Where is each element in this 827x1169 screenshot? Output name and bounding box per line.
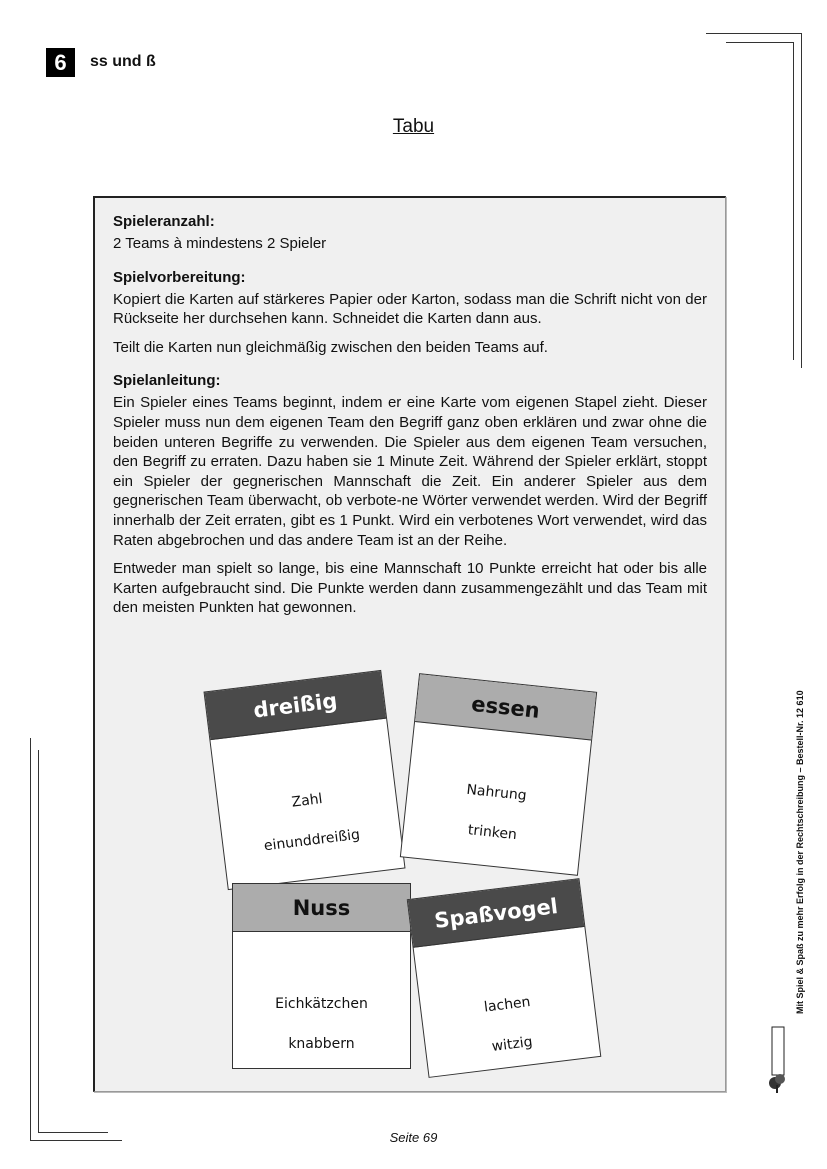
instructions-text-2: Entweder man spielt so lange, bis eine Mannschaft 10 Punkte erreicht hat oder bis alle Karten aufgebraucht sind. Die Punkte werden dann zusammengezählt und das Team mit den meisten Punkten hat gewonnen.: [113, 560, 707, 617]
players-text: 2 Teams à mindestens 2 Spieler: [113, 235, 327, 252]
frame-line-right-inner: [793, 42, 794, 360]
card-forbidden-word-1: lachen: [483, 994, 532, 1016]
card-term: dreißig: [205, 671, 387, 740]
chapter-number: 6: [46, 48, 75, 77]
card-forbidden-word-1: Nahrung: [465, 781, 528, 805]
instruction-content: [113, 212, 707, 618]
chapter-title: ss und ß: [90, 53, 156, 70]
card-term: Nuss: [233, 884, 410, 932]
card-forbidden-word-2: einunddreißig: [263, 826, 361, 855]
card-forbidden-word-2: trinken: [467, 822, 518, 844]
page-number: Seite 69: [389, 1130, 438, 1145]
card-forbidden-word-1: Zahl: [290, 791, 324, 811]
publisher-logo: [766, 1025, 786, 1093]
players-heading: Spieleranzahl:: [113, 213, 215, 230]
tabu-card-essen: [400, 673, 597, 876]
card-term: essen: [415, 674, 596, 740]
tree-logo-icon: [766, 1025, 788, 1095]
preparation-heading: Spielvorbereitung:: [113, 268, 246, 286]
preparation-text-1: Kopiert die Karten auf stärkeres Papier oder Karton, sodass man die Schrift nicht von der Rückseite her durchsehen kann. Schneidet die Karten dann aus.: [113, 290, 707, 328]
tabu-card-nuss: [232, 883, 411, 1069]
tabu-card-dreissig: [203, 670, 405, 890]
frame-line-right: [801, 33, 802, 368]
frame-line-left: [30, 738, 31, 1140]
preparation-text-2: Teilt die Karten nun gleichmäßig zwischen den beiden Teams auf.: [113, 338, 548, 356]
page-title: Tabu: [392, 116, 435, 137]
card-forbidden-word-2: witzig: [490, 1034, 534, 1055]
tabu-card-spassvogel: [407, 878, 602, 1078]
card-term: Spaßvogel: [408, 879, 585, 948]
frame-line-top-right-inner: [726, 42, 794, 43]
instructions-heading: Spielanleitung:: [113, 372, 221, 390]
instruction-box: [93, 196, 726, 1092]
frame-line-left-inner: [38, 750, 39, 1132]
instructions-text-1: Ein Spieler eines Teams beginnt, indem er eine Karte vom eigenen Stapel zieht. Dieser Spieler muss nun dem eigenen Team den Begriff ganz oben erklären und zwar ohne die beiden unteren Begriffe zu verwenden. Die Spieler aus dem eigenen Team versuchen, den Begriff zu erraten. Dazu haben sie 1 Minute Zeit. Während der Spieler erklärt, stoppt ein Spieler der gegnerischen Mannschaft die Zeit. Ein anderer Spieler aus dem gegnerischen Team überwacht, ob verbote-ne Wörter verwendet werden. Wird der Begriff innerhalb der Zeit erraten, gibt es 1 Punkt. Wird ein verbotenes Wort verwendet, wird das Raten abgebrochen und das andere Team ist an der Reihe.: [113, 394, 707, 549]
card-forbidden-word-2: knabbern: [288, 1036, 355, 1052]
side-book-info-text: Mit Spiel & Spaß zu mehr Erfolg in der Rechtschreibung – Bestell-Nr. 12 610: [795, 690, 805, 1014]
frame-line-top-right: [706, 33, 801, 34]
side-book-info: [795, 690, 805, 1024]
card-forbidden-word-1: Eichkätzchen: [275, 996, 368, 1012]
